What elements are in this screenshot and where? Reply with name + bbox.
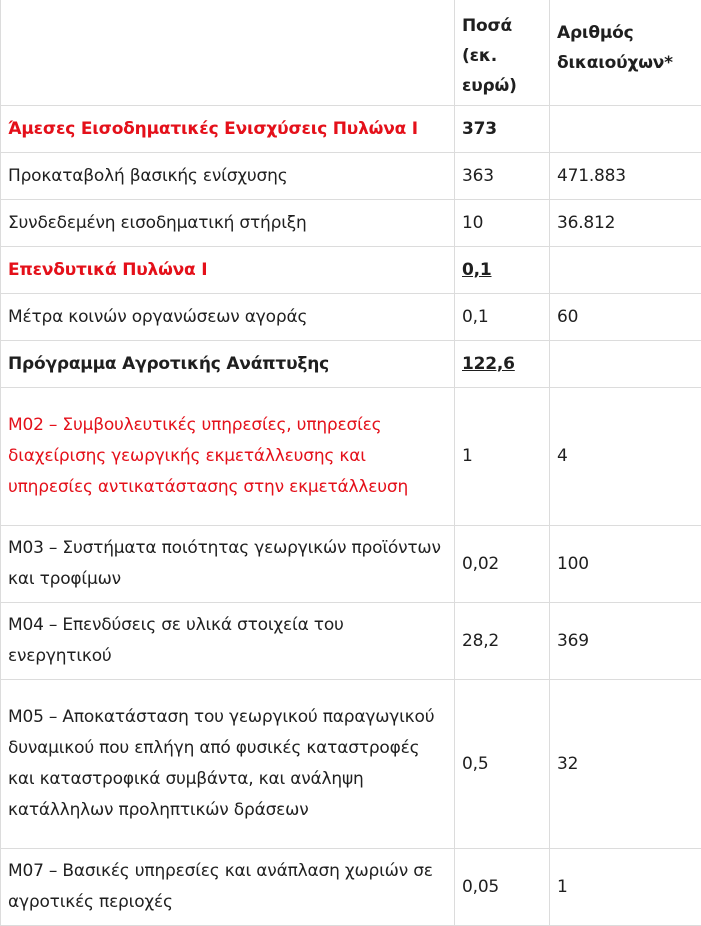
row-amount: 0,02 [455,526,550,603]
table-row [1,106,701,153]
table-row [1,388,701,526]
row-amount: 373 [455,106,550,153]
table-row [1,294,701,341]
row-beneficiaries: 36.812 [550,200,701,247]
row-amount: 0,1 [455,294,550,341]
row-label: Πρόγραμμα Αγροτικής Ανάπτυξης [1,341,455,388]
row-label: Μ05 – Αποκατάσταση του γεωργικού παραγωγικού δυναμικού που επλήγη από φυσικές καταστροφές και καταστροφικά συμβάντα, και ανάληψη κατάλληλων προληπτικών δράσεων [1,680,455,849]
table-header-row [1,0,701,106]
table-row [1,526,701,603]
row-amount: 122,6 [455,341,550,388]
table-row [1,153,701,200]
row-amount: 28,2 [455,603,550,680]
row-beneficiaries [550,247,701,294]
header-empty [1,0,455,106]
row-label: Μ07 – Βασικές υπηρεσίες και ανάπλαση χωριών σε αγροτικές περιοχές [1,849,455,926]
row-amount: 10 [455,200,550,247]
row-label: Μ03 – Συστήματα ποιότητας γεωργικών προϊόντων και τροφίμων [1,526,455,603]
row-amount: 363 [455,153,550,200]
row-amount: 0,5 [455,680,550,849]
header-beneficiaries: Αριθμός δικαιούχων* [550,0,701,106]
table-row [1,680,701,849]
row-label: Επενδυτικά Πυλώνα Ι [1,247,455,294]
row-amount: 0,05 [455,849,550,926]
row-beneficiaries [550,106,701,153]
row-beneficiaries: 471.883 [550,153,701,200]
row-label: Προκαταβολή βασικής ενίσχυσης [1,153,455,200]
row-beneficiaries: 4 [550,388,701,526]
row-label: Μέτρα κοινών οργανώσεων αγοράς [1,294,455,341]
row-amount: 1 [455,388,550,526]
row-amount: 0,1 [455,247,550,294]
table-row [1,849,701,926]
table-row [1,341,701,388]
row-beneficiaries: 60 [550,294,701,341]
header-amount: Ποσά (εκ. ευρώ) [455,0,550,106]
row-label: Συνδεδεμένη εισοδηματική στήριξη [1,200,455,247]
row-beneficiaries: 369 [550,603,701,680]
row-label: Άμεσες Εισοδηματικές Ενισχύσεις Πυλώνα Ι [1,106,455,153]
row-label: Μ04 – Επενδύσεις σε υλικά στοιχεία του ενεργητικού [1,603,455,680]
table-row [1,200,701,247]
table-row [1,603,701,680]
table-row [1,247,701,294]
row-beneficiaries [550,341,701,388]
row-label: Μ02 – Συμβουλευτικές υπηρεσίες, υπηρεσίες διαχείρισης γεωργικής εκμετάλλευσης και υπηρεσίες αντικατάστασης στην εκμετάλλευση [1,388,455,526]
row-beneficiaries: 32 [550,680,701,849]
row-beneficiaries: 100 [550,526,701,603]
row-beneficiaries: 1 [550,849,701,926]
